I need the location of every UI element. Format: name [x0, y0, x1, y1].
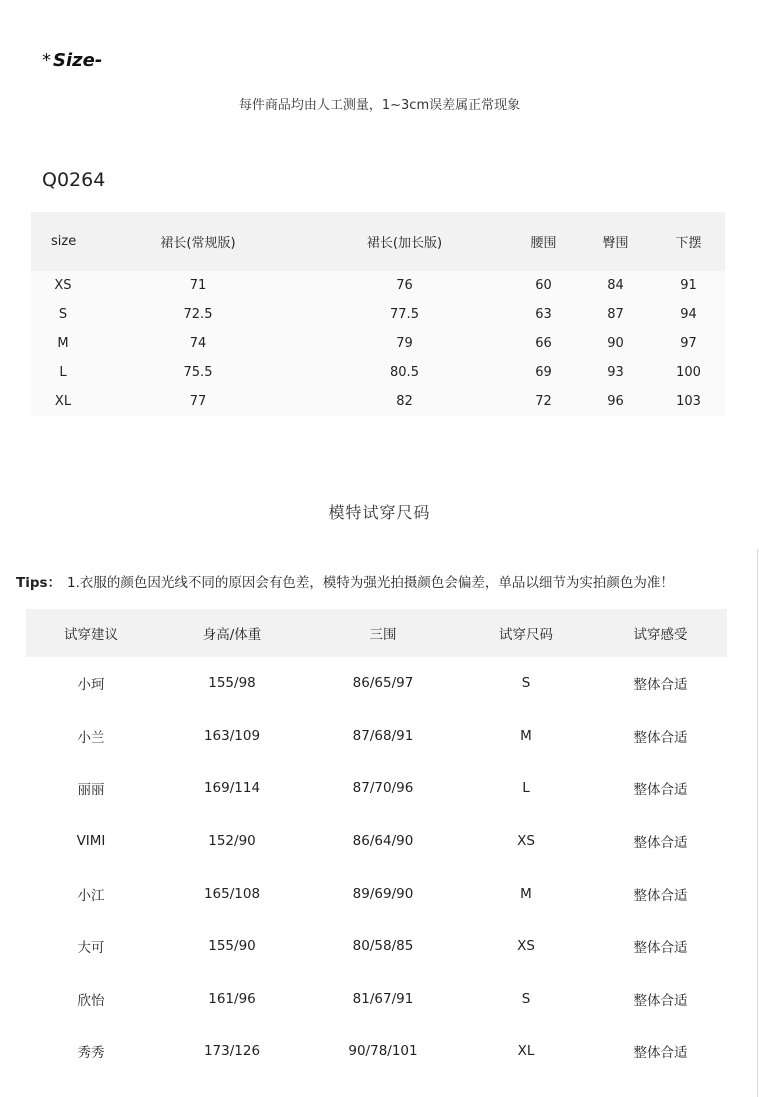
table-row	[26, 920, 727, 973]
cell-model: 秀秀	[77, 1045, 105, 1062]
cell-fit-size: L	[522, 780, 530, 797]
cell-hem: 97	[680, 336, 697, 351]
table-row	[26, 710, 727, 763]
measurement-note: 每件商品均由人工测量，1~3cm误差属正常现象	[238, 98, 521, 113]
cell-hip: 93	[607, 365, 624, 380]
product-code: Q0264	[42, 169, 106, 191]
cell-hem: 100	[676, 365, 701, 380]
cell-length-regular: 72.5	[183, 307, 213, 322]
table-row	[26, 973, 727, 1026]
cell-fit-size: S	[521, 675, 531, 692]
cell-fit-feel: 整体合适	[633, 729, 688, 746]
cell-hip: 96	[607, 394, 624, 409]
cell-length-long: 77.5	[390, 307, 419, 322]
cell-hip: 87	[607, 307, 624, 322]
header-length-long: 裙长(加长版)	[366, 236, 443, 251]
size-chart-table	[31, 212, 725, 416]
header-model: 试穿建议	[64, 627, 118, 643]
cell-height-weight: 155/90	[208, 938, 256, 955]
cell-height-weight: 169/114	[203, 780, 261, 797]
tips-label: Tips：	[16, 575, 62, 591]
header-waist: 腰围	[530, 236, 557, 251]
table-row	[26, 815, 727, 868]
table-row	[26, 867, 727, 920]
cell-hip: 84	[607, 278, 624, 293]
fit-table-header-row	[26, 609, 727, 657]
cell-height-weight: 163/109	[203, 727, 261, 744]
cell-measurements: 90/78/101	[348, 1043, 418, 1060]
asterisk: *	[42, 50, 51, 71]
cell-height-weight: 155/98	[208, 675, 256, 692]
cell-model: 小兰	[77, 729, 105, 746]
cell-measurements: 80/58/85	[352, 938, 414, 955]
cell-length-regular: 74	[189, 336, 207, 351]
cell-hem: 103	[676, 394, 701, 409]
header-fit-size: 试穿尺码	[499, 627, 553, 643]
table-row	[26, 1025, 727, 1078]
cell-fit-feel: 整体合适	[633, 992, 688, 1009]
header-length-regular: 裙长(常规版)	[160, 236, 236, 251]
cell-model: 欣怡	[77, 992, 105, 1009]
cell-fit-feel: 整体合适	[633, 677, 688, 694]
cell-fit-size: XS	[517, 833, 535, 850]
cell-length-long: 80.5	[390, 365, 419, 380]
cell-measurements: 86/64/90	[352, 833, 414, 850]
tips-text: 1.衣服的颜色因光线不同的原因会有色差，模特为强光拍摄颜色会偏差，单品以细节为实拍颜色为准！	[67, 575, 674, 591]
cell-model: 丽丽	[77, 782, 105, 799]
cell-fit-feel: 整体合适	[633, 1045, 688, 1062]
cell-measurements: 87/68/91	[352, 727, 414, 744]
table-row	[31, 300, 725, 329]
tips-line	[16, 571, 674, 591]
cell-length-regular: 77	[189, 394, 207, 409]
cell-size: XL	[54, 394, 72, 409]
cell-fit-size: M	[520, 885, 532, 902]
cell-size: M	[57, 336, 69, 351]
header-fit-feel: 试穿感受	[633, 627, 688, 643]
cell-measurements: 81/67/91	[352, 990, 414, 1007]
cell-waist: 69	[535, 365, 552, 380]
cell-fit-size: S	[521, 990, 531, 1007]
header-measurements: 三围	[369, 627, 397, 643]
cell-waist: 60	[535, 278, 552, 293]
table-row	[31, 271, 725, 300]
header-size: size	[51, 234, 77, 249]
cell-height-weight: 161/96	[208, 990, 256, 1007]
cell-height-weight: 173/126	[203, 1043, 261, 1060]
size-title: Size-	[53, 50, 103, 71]
cell-length-long: 79	[396, 336, 413, 351]
cell-size: S	[58, 307, 68, 322]
cell-fit-size: M	[520, 727, 532, 744]
cell-fit-feel: 整体合适	[633, 835, 688, 852]
header-height-weight: 身高/体重	[202, 627, 262, 643]
cell-measurements: 86/65/97	[352, 675, 414, 692]
cell-model: 小江	[77, 887, 105, 904]
cell-height-weight: 152/90	[208, 833, 256, 850]
table-row	[31, 387, 725, 416]
cell-fit-feel: 整体合适	[633, 940, 688, 957]
cell-fit-feel: 整体合适	[633, 887, 688, 904]
cell-model: VIMI	[76, 833, 106, 850]
size-heading	[42, 50, 102, 71]
table-row	[26, 657, 727, 710]
cell-hem: 94	[680, 307, 697, 322]
cell-waist: 63	[535, 307, 552, 322]
cell-length-long: 76	[396, 278, 413, 293]
right-divider	[757, 549, 758, 1097]
cell-waist: 66	[535, 336, 552, 351]
cell-height-weight: 165/108	[203, 885, 261, 902]
cell-model: 小珂	[77, 677, 105, 694]
table-row	[31, 329, 725, 358]
cell-length-regular: 75.5	[183, 365, 213, 380]
header-hip: 臀围	[602, 236, 629, 251]
cell-waist: 72	[535, 394, 552, 409]
table-row	[31, 358, 725, 387]
cell-hem: 91	[680, 278, 697, 293]
cell-length-regular: 71	[189, 278, 207, 293]
cell-length-long: 82	[396, 394, 413, 409]
model-fit-table	[26, 609, 727, 1078]
cell-measurements: 87/70/96	[352, 780, 414, 797]
table-row	[26, 762, 727, 815]
header-hem: 下摆	[675, 236, 702, 251]
cell-size: XS	[54, 278, 72, 293]
size-table-header-row	[31, 212, 725, 271]
cell-model: 大可	[77, 940, 105, 957]
model-fit-heading: 模特试穿尺码	[328, 503, 431, 522]
cell-fit-size: XS	[517, 938, 535, 955]
cell-fit-feel: 整体合适	[633, 782, 688, 799]
cell-fit-size: XL	[517, 1043, 535, 1060]
cell-size: L	[59, 365, 67, 380]
cell-measurements: 89/69/90	[352, 885, 414, 902]
cell-hip: 90	[607, 336, 624, 351]
